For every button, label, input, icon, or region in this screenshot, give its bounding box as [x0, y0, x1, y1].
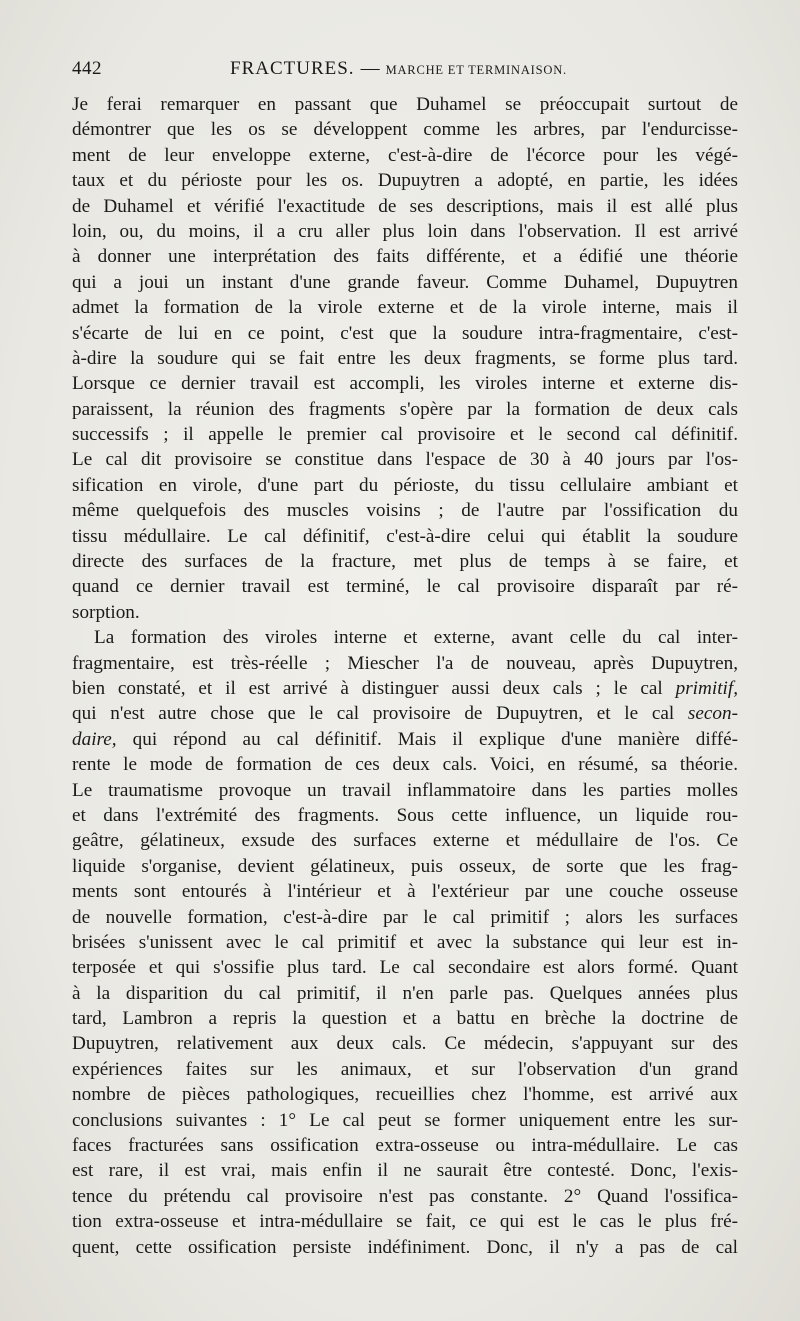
line-text: terposée et qui s'ossifie plus tard. Le cal secondaire est alors formé. Quant [72, 957, 738, 979]
line-text: tissu médullaire. Le cal définitif, c'est-à-dire celui qui établit la soudure [72, 525, 738, 547]
text-line [72, 244, 738, 269]
text-line [72, 1158, 738, 1183]
line-text: sorption. [72, 601, 140, 623]
text-line [72, 1235, 738, 1260]
section-subtitle: MARCHE ET TERMINAISON. [385, 63, 567, 77]
text-line [72, 752, 738, 777]
italic-term: secon- [687, 703, 738, 725]
line-text: de Duhamel et vérifié l'exactitude de ses descriptions, mais il est allé plus [72, 195, 738, 217]
line-text: admet la formation de la virole externe et de la virole interne, mais il [72, 297, 738, 319]
line-text: liquide s'organise, devient gélatineux, puis osseux, de sorte que les frag- [72, 855, 738, 877]
text-line [72, 574, 738, 599]
text-line [72, 1082, 738, 1107]
text-line [72, 1031, 738, 1056]
text-line [72, 1006, 738, 1031]
line-text: qui n'est autre chose que le cal provisoire de Dupuytren, et le cal [72, 703, 688, 725]
line-text: de nouvelle formation, c'est-à-dire par le cal primitif ; alors les surfaces [72, 906, 738, 928]
text-line [72, 854, 738, 879]
line-text: qui répond au cal définitif. Mais il explique d'une manière diffé- [116, 728, 738, 750]
line-text: Le traumatisme provoque un travail inflammatoire dans les parties molles [72, 779, 738, 801]
text-line [72, 727, 738, 752]
text-line [72, 828, 738, 853]
line-text: faces fracturées sans ossification extra-osseuse ou intra-médullaire. Le cas [72, 1135, 738, 1157]
line-text: démontrer que les os se développent comme les arbres, par l'endurcisse- [72, 119, 738, 141]
text-line [72, 1133, 738, 1158]
text-line [72, 143, 738, 168]
line-text: s'écarte de lui en ce point, c'est que la soudure intra-fragmentaire, c'est- [72, 322, 738, 344]
line-text: fragmentaire, est très-réelle ; Miescher l'a de nouveau, après Dupuytren, [72, 652, 738, 674]
running-title [230, 58, 567, 80]
line-text: loin, ou, du moins, il a cru aller plus loin dans l'observation. Il est arrivé [72, 220, 738, 242]
text-line [72, 676, 738, 701]
text-line [72, 346, 738, 371]
text-line [72, 549, 738, 574]
text-line [72, 600, 738, 625]
line-text: rente le mode de formation de ces deux cals. Voici, en résumé, sa théorie. [72, 754, 738, 776]
text-line [72, 701, 738, 726]
text-line [72, 321, 738, 346]
line-text: tion extra-osseuse et intra-médullaire se fait, ce qui est le cas le plus fré- [72, 1211, 738, 1233]
italic-term: primitif, [675, 677, 738, 699]
line-text: même quelquefois des muscles voisins ; de l'autre par l'ossification du [72, 500, 738, 522]
text-line [72, 1057, 738, 1082]
line-text: qui a joui un instant d'une grande faveur. Comme Duhamel, Dupuytren [72, 271, 738, 293]
line-text: à-dire la soudure qui se fait entre les deux fragments, se forme plus tard. [72, 347, 738, 369]
text-line [72, 651, 738, 676]
line-text: expériences faites sur les animaux, et sur l'observation d'un grand [72, 1058, 738, 1080]
text-line [72, 473, 738, 498]
text-line [72, 371, 738, 396]
line-text: paraissent, la réunion des fragments s'opère par la formation de deux cals [72, 398, 738, 420]
line-text: ment de leur enveloppe externe, c'est-à-dire de l'écorce pour les végé- [72, 144, 738, 166]
title-dash: — [360, 58, 380, 79]
line-text: tence du prétendu cal provisoire n'est pas constante. 2° Quand l'ossifica- [72, 1185, 738, 1207]
text-line [72, 447, 738, 472]
line-text: Le cal dit provisoire se constitue dans l'espace de 30 à 40 jours par l'os- [72, 449, 738, 471]
running-header [72, 58, 736, 84]
page-number: 442 [72, 58, 102, 79]
text-line [72, 625, 738, 650]
text-line [72, 778, 738, 803]
line-text: à la disparition du cal primitif, il n'en parle pas. Quelques années plus [72, 982, 738, 1004]
body-text [72, 92, 738, 1260]
text-line [72, 1209, 738, 1234]
line-text: geâtre, gélatineux, exsude des surfaces externe et médullaire de l'os. Ce [72, 830, 738, 852]
text-line [72, 955, 738, 980]
line-text: successifs ; il appelle le premier cal provisoire et le second cal définitif. [72, 424, 738, 446]
italic-term: daire, [72, 728, 117, 750]
text-line [72, 498, 738, 523]
text-line [72, 219, 738, 244]
line-text: taux et du périoste pour les os. Dupuytren a adopté, en partie, les idées [72, 170, 738, 192]
line-text: brisées s'unissent avec le cal primitif et avec la substance qui leur est in- [72, 931, 738, 953]
text-line [72, 194, 738, 219]
text-line [72, 168, 738, 193]
text-line [72, 930, 738, 955]
chapter-title: FRACTURES. [230, 58, 355, 79]
line-text: et dans l'extrémité des fragments. Sous cette influence, un liquide rou- [72, 804, 738, 826]
text-line [72, 422, 738, 447]
line-text: directe des surfaces de la fracture, met plus de temps à se faire, et [72, 551, 738, 573]
text-line [72, 803, 738, 828]
line-text: bien constaté, et il est arrivé à distinguer aussi deux cals ; le cal [72, 677, 676, 699]
text-line [72, 905, 738, 930]
line-text: La formation des viroles interne et externe, avant celle du cal inter- [94, 627, 738, 649]
text-line [72, 879, 738, 904]
text-line [72, 92, 738, 117]
text-line [72, 270, 738, 295]
text-line [72, 1184, 738, 1209]
line-text: quent, cette ossification persiste indéfiniment. Donc, il n'y a pas de cal [72, 1236, 738, 1258]
text-line [72, 1108, 738, 1133]
text-line [72, 397, 738, 422]
line-text: quand ce dernier travail est terminé, le cal provisoire disparaît par ré- [72, 576, 738, 598]
text-line [72, 117, 738, 142]
line-text: Dupuytren, relativement aux deux cals. Ce médecin, s'appuyant sur des [72, 1033, 738, 1055]
line-text: est rare, il est vrai, mais enfin il ne saurait être contesté. Donc, l'exis- [72, 1160, 738, 1182]
line-text: conclusions suivantes : 1° Le cal peut se former uniquement entre les sur- [72, 1109, 738, 1131]
line-text: sification en virole, d'une part du périoste, du tissu cellulaire ambiant et [72, 474, 738, 496]
line-text: Je ferai remarquer en passant que Duhamel se préoccupait surtout de [72, 94, 738, 115]
text-line [72, 524, 738, 549]
text-line [72, 295, 738, 320]
line-text: ments sont entourés à l'intérieur et à l'extérieur par une couche osseuse [72, 881, 738, 903]
text-line [72, 981, 738, 1006]
line-text: tard, Lambron a repris la question et a battu en brèche la doctrine de [72, 1008, 738, 1030]
line-text: nombre de pièces pathologiques, recueillies chez l'homme, est arrivé aux [72, 1084, 738, 1106]
line-text: à donner une interprétation des faits différente, et a édifié une théorie [72, 246, 738, 268]
line-text: Lorsque ce dernier travail est accompli, les viroles interne et externe dis- [72, 373, 738, 395]
